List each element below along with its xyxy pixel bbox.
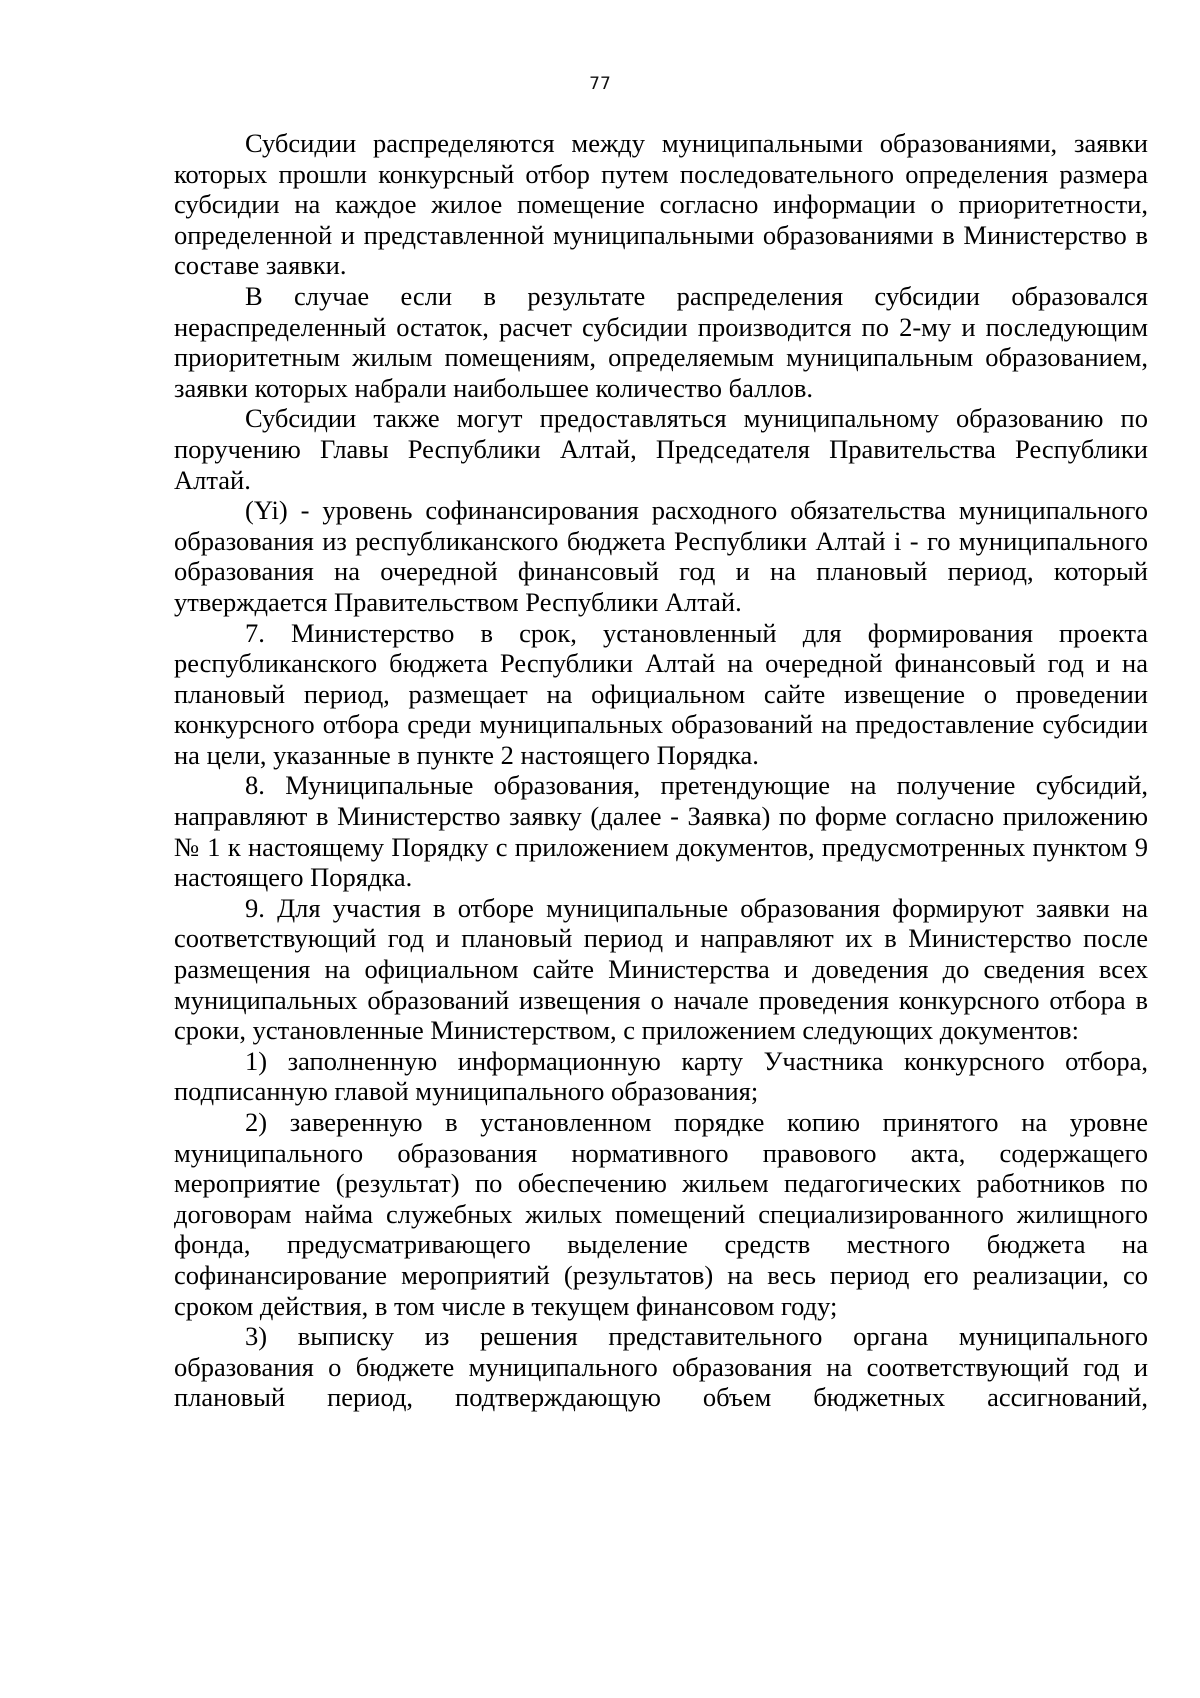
paragraph-head-instruction: Субсидии также могут предоставляться муниципальному образованию по поручению Главы Республики Алтай, Председателя Правительства Республики Алтай.	[174, 403, 1148, 495]
paragraph-subitem-2: 2) заверенную в установленном порядке копию принятого на уровне муниципального образования нормативного правового акта, содержащего мероприятие (результат) по обеспечению жильем педагогических работников по договорам найма служебных жилых помещений специализированного жилищного фонда, предусматривающего выделение средств местного бюджета на софинансирование мероприятий (результатов) на весь период его реализации, со сроком действия, в том числе в текущем финансовом году;	[174, 1107, 1148, 1321]
paragraph-undistributed-remainder: В случае если в результате распределения субсидии образовался нераспределенный остаток, расчет субсидии производится по 2-му и последующим приоритетным жилым помещениям, определяемым муниципальным образованием, заявки которых набрали наибольшее количество баллов.	[174, 280, 1148, 403]
paragraph-item-7: 7. Министерство в срок, установленный для формирования проекта республиканского бюджета Республики Алтай на очередной финансовый год и на плановый период, размещает на официальном сайте извещение о проведении конкурсного отбора среди муниципальных образований на предоставление субсидии на цели, указанные в пункте 2 настоящего Порядка.	[174, 617, 1148, 770]
paragraph-subitem-3: 3) выписку из решения представительного органа муниципального образования о бюджете муниципального образования на соответствующий год и плановый период, подтверждающую объем бюджетных ассигнований,	[174, 1321, 1148, 1413]
paragraph-item-8: 8. Муниципальные образования, претендующие на получение субсидий, направляют в Министерство заявку (далее - Заявка) по форме согласно приложению № 1 к настоящему Порядку с приложением документов, предусмотренных пунктом 9 настоящего Порядка.	[174, 770, 1148, 893]
paragraph-item-9: 9. Для участия в отборе муниципальные образования формируют заявки на соответствующий год и плановый период и направляют их в Министерство после размещения на официальном сайте Министерства и доведения до сведения всех муниципальных образований извещения о начале проведения конкурсного отбора в сроки, установленные Министерством, с приложением следующих документов:	[174, 892, 1148, 1046]
paragraph-subsidy-distribution: Субсидии распределяются между муниципальными образованиями, заявки которых прошли конкурсный отбор путем последовательного определения размера субсидии на каждое жилое помещение согласно информации о приоритетности, определенной и представленной муниципальными образованиями в Министерство в составе заявки.	[174, 128, 1148, 281]
paragraph-cofinancing-level: (Yi) - уровень софинансирования расходного обязательства муниципального образования из республиканского бюджета Республики Алтай i - го муниципального образования на очередной финансовый год и на плановый период, который утверждается Правительством Республики Алтай.	[174, 495, 1148, 617]
page-number: 77	[589, 74, 611, 94]
document-body	[174, 128, 1148, 1413]
paragraph-subitem-1: 1) заполненную информационную карту Участника конкурсного отбора, подписанную главой муниципального образования;	[174, 1045, 1148, 1107]
